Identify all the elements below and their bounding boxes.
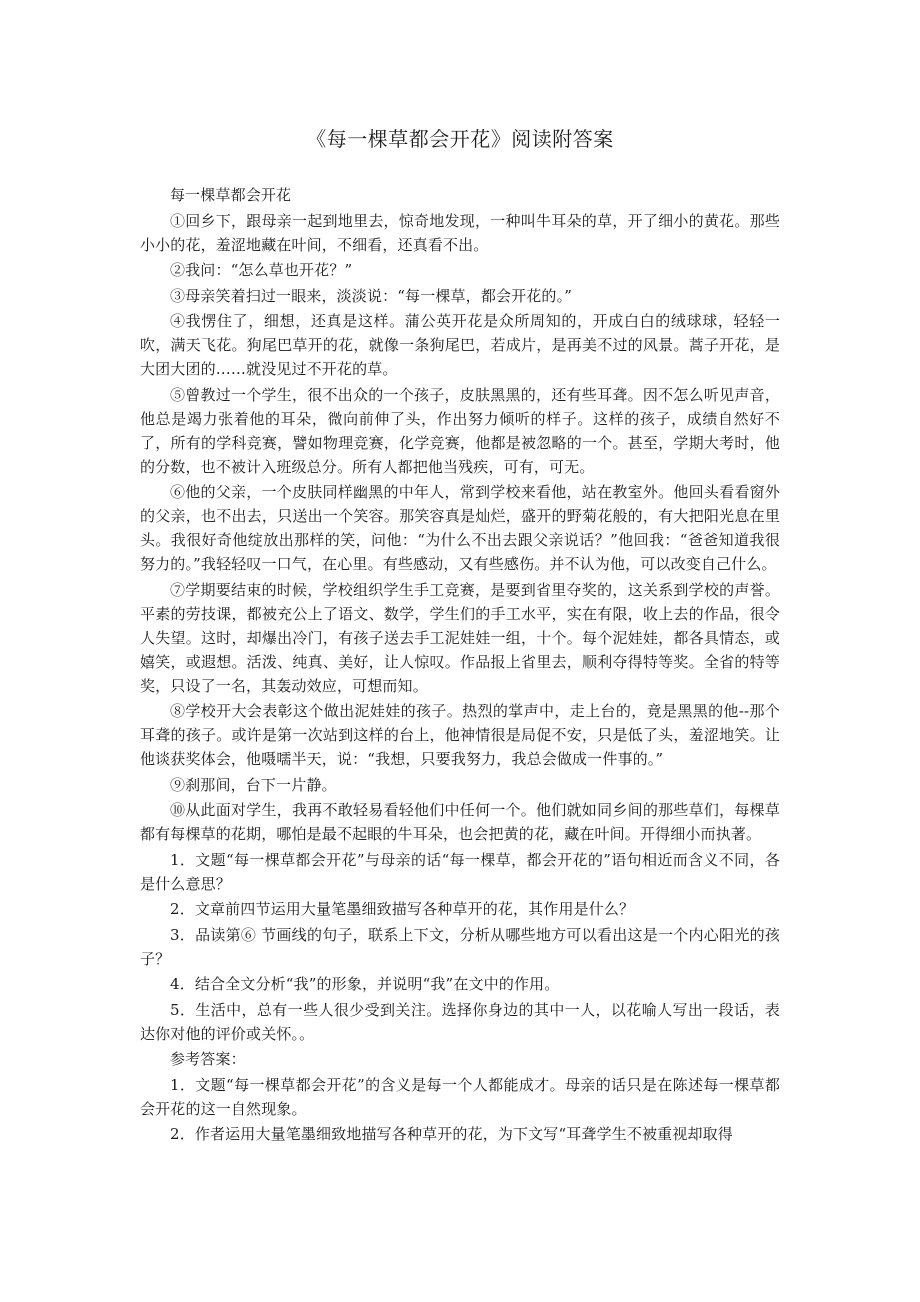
answers-heading: 参考答案： xyxy=(170,1050,246,1068)
article-paragraph: ④我愣住了，细想，还真是这样。蒲公英开花是众所周知的，开成白白的绒球球，轻轻一吹，满天飞花。狗尾巴草开的花，就像一条狗尾巴，若成片，是再美不过的风景。蒿子开花，是大团大团的……就没见过不开花的草。 xyxy=(140,312,780,378)
article-paragraph: ⑥他的父亲，一个皮肤同样幽黑的中年人，常到学校来看他，站在教室外。他回头看看窗外的父亲，也不出去，只送出一个笑容。那笑容真是灿烂，盛开的野菊花般的，有大把阳光息在里头。我很好奇他绽放出那样的笑，问他：“为什么不出去跟父亲说话？”他回我：“爸爸知道我很努力的。”我轻轻叹一口气，在心里。有些感动，又有些感伤。并不认为他，可以改变自己什么。 xyxy=(140,483,780,573)
answer-item: 1．文题“每一棵草都会开花”的含义是每一个人都能成才。母亲的话只是在陈述每一棵草都会开花的这一自然现象。 xyxy=(140,1075,780,1118)
article-paragraph: ⑩从此面对学生，我再不敢轻易看轻他们中任何一个。他们就如同乡间的那些草们，每棵草都有每棵草的花期，哪怕是最不起眼的牛耳朵，也会把黄的花，藏在叶间。开得细小而执著。 xyxy=(140,801,780,843)
article-paragraph: ⑨刹那间，台下一片静。 xyxy=(170,775,337,794)
question-item: 2．文章前四节运用大量笔墨细致描写各种草开的花，其作用是什么？ xyxy=(170,900,635,918)
article-paragraph: ③母亲笑着扫过一眼来，淡淡说：“每一棵草，都会开花的。” xyxy=(170,286,573,305)
document-title: 《每一棵草都会开花》阅读附答案 xyxy=(306,127,614,151)
question-item: 3．品读第⑥ 节画线的句子，联系上下文，分析从哪些地方可以看出这是一个内心阳光的孩子？ xyxy=(140,925,780,968)
question-item: 5．生活中，总有一些人很少受到关注。选择你身边的其中一人，以花喻人写出一段话，表达你对他的评价或关怀。。 xyxy=(140,1000,780,1043)
article-paragraph: ⑧学校开大会表彰这个做出泥娃娃的孩子。热烈的掌声中，走上台的，竟是黑黑的他--那个耳聋的孩子。或许是第一次站到这样的台上，他神情很是局促不安，只是低了头，羞涩地笑。让他谈获奖体会，他嗫嚅半天，说：“我想，只要我努力，我总会做成一件事的。” xyxy=(140,702,780,768)
question-item: 1．文题“每一棵草都会开花”与母亲的话“每一棵草，都会开花的”语句相近而含义不同，各是什么意思？ xyxy=(140,850,780,893)
article-paragraph: ⑤曾教过一个学生，很不出众的一个孩子，皮肤黑黑的，还有些耳聋。因不怎么听见声音，他总是竭力张着他的耳朵，微向前伸了头，作出努力倾听的样子。这样的孩子，成绩自然好不了，所有的学科竞赛，譬如物理竞赛，化学竞赛，他都是被忽略的一个。甚至，学期大考时，他的分数，也不被计入班级总分。所有人都把他当残疾，可有，可无。 xyxy=(140,385,780,476)
document-body xyxy=(140,183,780,1148)
question-item: 4．结合全文分析“我”的形象，并说明“我”在文中的作用。 xyxy=(170,975,560,993)
answer-item: 2．作者运用大量笔墨细致地描写各种草开的花，为下文写“耳聋学生不被重视却取得 xyxy=(170,1125,733,1143)
article-paragraph: ⑦学期要结束的时候，学校组织学生手工竞赛，是要到省里夺奖的，这关系到学校的声誉。平素的劳技课，都被充公上了语文、数学，学生们的手工水平，实在有限，收上去的作品，很令人失望。这时，却爆出冷门，有孩子送去手工泥娃娃一组，十个。每个泥娃娃，都各具情态，或嬉笑，或遐想。活泼、纯真、美好，让人惊叹。作品报上省里去，顺利夺得特等奖。全省的特等奖，只设了一名，其轰动效应，可想而知。 xyxy=(140,580,780,695)
article-paragraph: ①回乡下，跟母亲一起到地里去，惊奇地发现，一种叫牛耳朵的草，开了细小的黄花。那些小小的花，羞涩地藏在叶间，不细看，还真看不出。 xyxy=(140,211,780,254)
article-paragraph: ②我问：“怎么草也开花？” xyxy=(170,261,353,279)
article-heading: 每一棵草都会开花 xyxy=(170,186,292,204)
